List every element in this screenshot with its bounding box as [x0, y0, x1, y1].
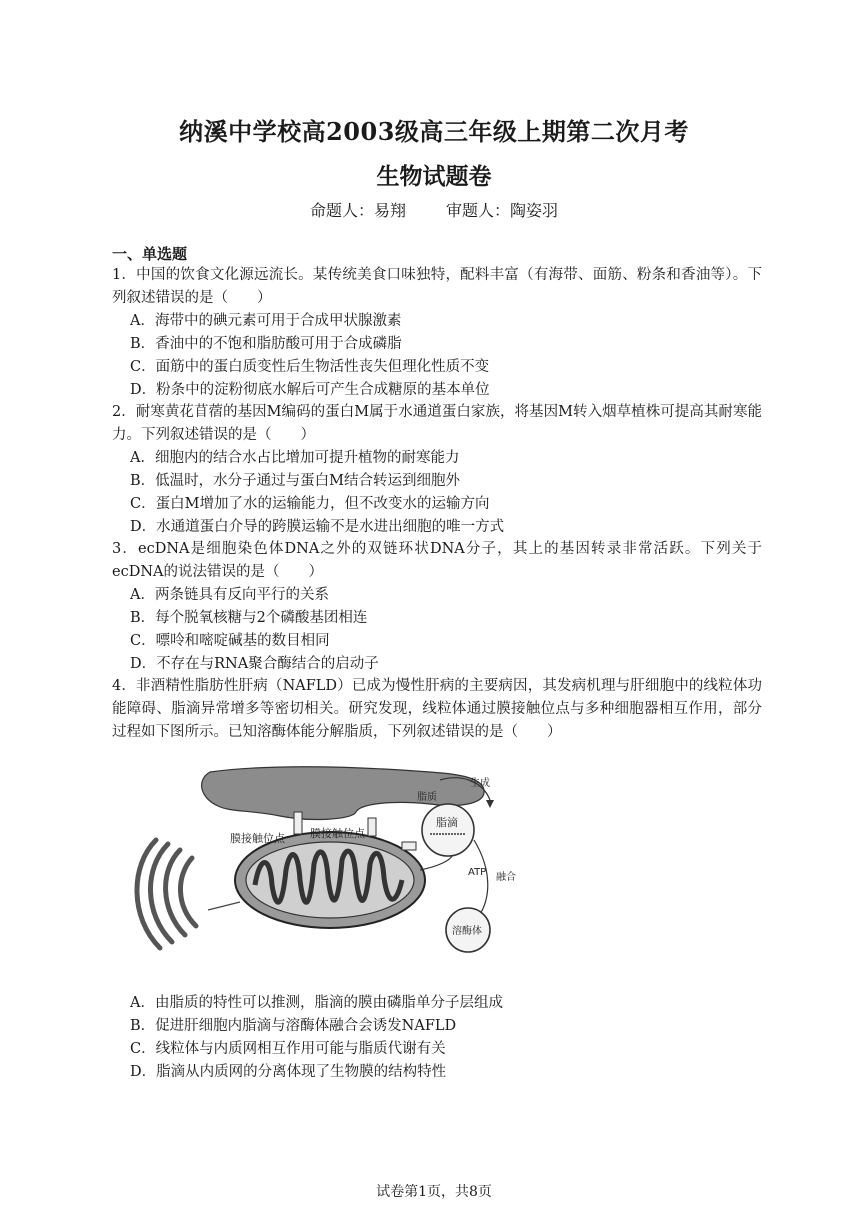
option-b: B．促进肝细胞内脂滴与溶酶体融合会诱发NAFLD [130, 1018, 457, 1034]
question-1 [112, 264, 762, 402]
option-b: B．每个脱氧核糖与2个磷酸基团相连 [130, 610, 368, 626]
author: 命题人：易翔 [309, 201, 406, 220]
exam-title: 纳溪中学校高2003级高三年级上期第二次月考 [179, 117, 689, 146]
option-d: D．粉条中的淀粉彻底水解后可产生合成糖原的基本单位 [130, 382, 490, 398]
option-b: B．低温时，水分子通过与蛋白M结合转运到细胞外 [130, 473, 461, 489]
section-title: 一、单选题 [112, 245, 188, 263]
contact-site-label-2: 膜接触位点 [310, 827, 365, 840]
question-stem: 1．中国的饮食文化源远流长。某传统美食口味独特，配料丰富（有海带、面筋、粉条和香油等）。下列叙述错误的是（ ） [112, 267, 762, 306]
option-a: A．细胞内的结合水占比增加可提升植物的耐寒能力 [130, 450, 460, 466]
option-c: C．蛋白M增加了水的运输能力，但不改变水的运输方向 [130, 496, 490, 512]
reviewer: 审题人：陶姿羽 [446, 201, 559, 220]
option-d: D．不存在与RNA聚合酶结合的启动子 [130, 656, 379, 672]
contact-site-label-1: 膜接触位点 [230, 832, 285, 845]
option-c: C．线粒体与内质网相互作用可能与脂质代谢有关 [130, 1041, 446, 1057]
fusion-label: 融合 [496, 872, 516, 883]
question-stem: 4．非酒精性脂肪性肝病（NAFLD）已成为慢性肝病的主要病因，其发病机理与肝细胞中的线粒体功能障碍、脂滴异常增多等密切相关。研究发现，线粒体通过膜接触位点与多种细胞器相互作用，部分过程如下图所示。已知溶酶体能分解脂质，下列叙述错误的是（ ） [112, 678, 762, 740]
exam-subtitle: 生物试题卷 [376, 163, 492, 190]
option-a: A．两条链具有反向平行的关系 [130, 587, 329, 603]
question-4-options [112, 992, 762, 1084]
page-footer: 试卷第1页，共8页 [376, 1184, 492, 1200]
option-d: D．水通道蛋白介导的跨膜运输不是水进出细胞的唯一方式 [130, 519, 505, 535]
question-stem: 2．耐寒黄花苜蓿的基因M编码的蛋白M属于水通道蛋白家族，将基因M转入烟草植株可提高其耐寒能力。下列叙述错误的是（ ） [112, 404, 762, 443]
question-3 [112, 538, 762, 676]
lipid-label: 脂质 [417, 792, 437, 803]
option-b: B．香油中的不饱和脂肪酸可用于合成磷脂 [130, 336, 402, 352]
question-4 [112, 675, 762, 744]
golgi-apparatus [137, 840, 196, 948]
atp-label: ATP [468, 867, 487, 878]
option-c: C．嘌呤和嘧啶碱基的数目相同 [130, 633, 330, 649]
lipid-droplet-label: 脂滴 [436, 816, 458, 829]
author-line [0, 198, 868, 221]
organelle-diagram [130, 760, 560, 960]
option-d: D．脂滴从内质网的分离体现了生物膜的结构特性 [130, 1064, 447, 1080]
generate-label: 生成 [470, 778, 490, 789]
lipid-droplet [422, 804, 474, 856]
option-a: A．由脂质的特性可以推测，脂滴的膜由磷脂单分子层组成 [130, 995, 503, 1011]
question-stem: 3．ecDNA是细胞染色体DNA之外的双链环状DNA分子，其上的基因转录非常活跃。下列关于ecDNA的说法错误的是（ ） [112, 541, 762, 580]
option-c: C．面筋中的蛋白质变性后生物活性丧失但理化性质不变 [130, 359, 490, 375]
question-2 [112, 401, 762, 539]
lysosome-label: 溶酶体 [452, 926, 482, 937]
option-a: A．海带中的碘元素可用于合成甲状腺激素 [130, 313, 402, 329]
